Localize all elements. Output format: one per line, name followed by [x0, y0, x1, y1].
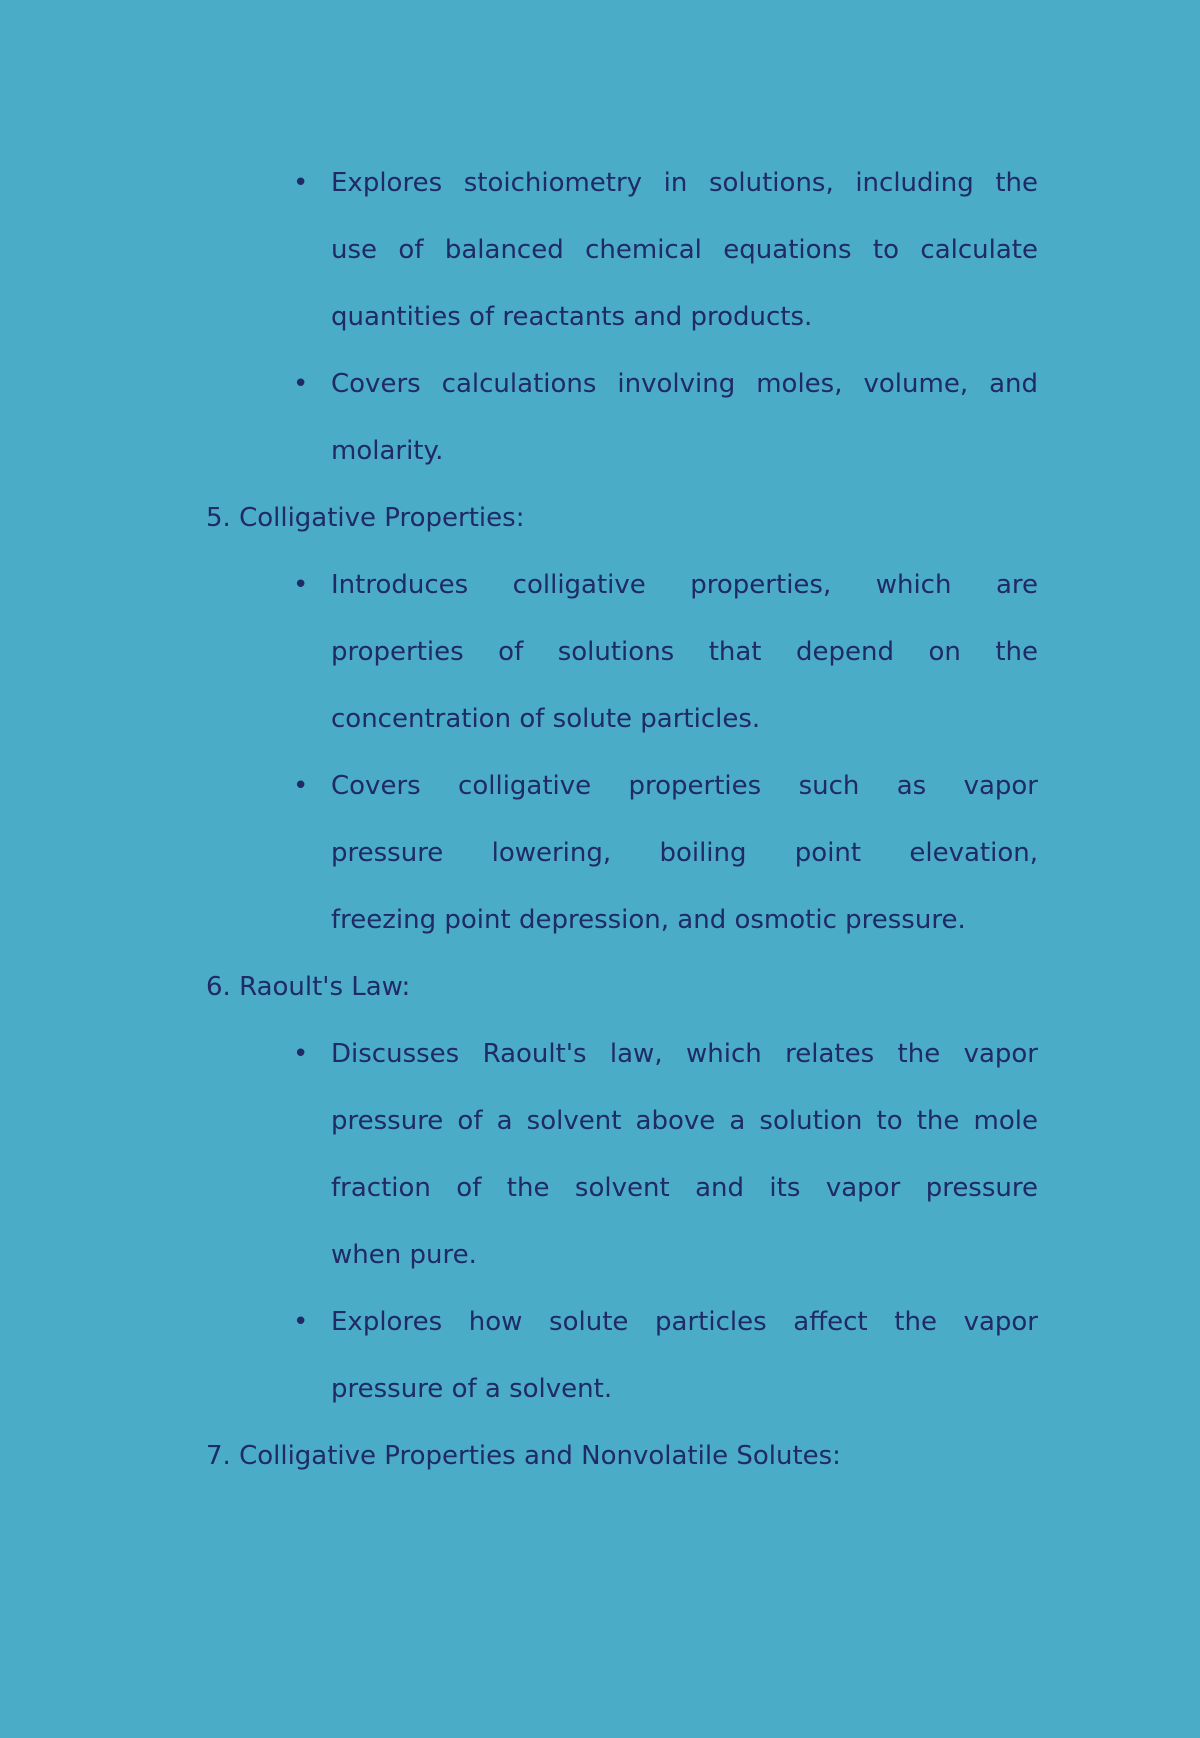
list-item-line: concentration of solute particles. [331, 704, 761, 734]
bullet-icon: • [293, 369, 309, 399]
section-heading: 7. Colligative Properties and Nonvolatile Solutes: [206, 1441, 841, 1471]
bullet-icon: • [293, 1307, 309, 1337]
list-item-line: molarity. [331, 436, 444, 466]
list-item-line: freezing point depression, and osmotic pressure. [331, 905, 966, 935]
list-item-line: use of balanced chemical equations to calculate [331, 235, 1038, 265]
section-heading: 5. Colligative Properties: [206, 503, 525, 533]
document-content [206, 150, 1036, 1490]
list-item-line: Explores how solute particles affect the vapor [331, 1307, 1038, 1337]
bullet-icon: • [293, 168, 309, 198]
list-item-line: fraction of the solvent and its vapor pressure [331, 1173, 1038, 1203]
list-item-line: when pure. [331, 1240, 477, 1270]
bullet-icon: • [293, 771, 309, 801]
list-item-line: Introduces colligative properties, which are [331, 570, 1038, 600]
section-heading: 6. Raoult's Law: [206, 972, 411, 1002]
list-item [293, 552, 1038, 753]
list-item-line: Covers calculations involving moles, volume, and [331, 369, 1038, 399]
list-item [293, 1021, 1038, 1289]
list-item-line: quantities of reactants and products. [331, 302, 813, 332]
list-item-line: pressure of a solvent above a solution to the mole [331, 1106, 1038, 1136]
list-item-line: pressure of a solvent. [331, 1374, 613, 1404]
bullet-icon: • [293, 570, 309, 600]
list-item-line: properties of solutions that depend on the [331, 637, 1038, 667]
list-item [293, 351, 1038, 485]
list-item [293, 753, 1038, 954]
list-item [293, 1289, 1038, 1423]
list-item-line: Explores stoichiometry in solutions, including the [331, 168, 1038, 198]
list-item-line: pressure lowering, boiling point elevation, [331, 838, 1038, 868]
bullet-icon: • [293, 1039, 309, 1069]
list-item-line: Covers colligative properties such as vapor [331, 771, 1038, 801]
list-item [293, 150, 1038, 351]
list-item-line: Discusses Raoult's law, which relates the vapor [331, 1039, 1038, 1069]
